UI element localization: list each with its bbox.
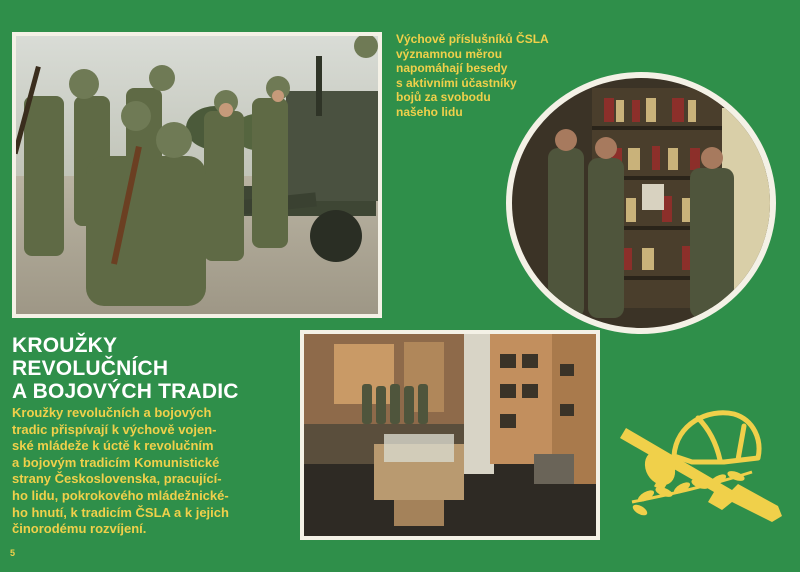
emblem-graphic bbox=[612, 398, 796, 530]
page-number: 5 bbox=[10, 548, 16, 558]
body-line: ho lidu, pokrokového mládežnické- bbox=[12, 487, 229, 503]
headline-line: A BOJOVÝCH TRADIC bbox=[12, 380, 239, 403]
caption-line: významnou měrou bbox=[396, 46, 503, 61]
photo-library-circle bbox=[512, 78, 770, 328]
body-line: Kroužky revolučních a bojových bbox=[12, 405, 212, 420]
caption-line: bojů za svobodu bbox=[396, 90, 491, 104]
photo-library-image bbox=[512, 78, 770, 328]
caption-line: našeho lidu bbox=[396, 104, 463, 119]
body-line: tradic přispívají k výchově vojen- bbox=[12, 421, 217, 437]
caption-line: Výchově příslušníků ČSLA bbox=[396, 32, 549, 46]
helmet-gun-emblem-icon bbox=[612, 398, 796, 530]
body-line: ho hnutí, k tradicím ČSLA a k jejich bbox=[12, 504, 229, 520]
caption-line: s aktivními účastníky bbox=[396, 75, 517, 90]
article-headline bbox=[12, 334, 302, 403]
body-line: činorodému rozvíjení. bbox=[12, 521, 147, 537]
article-body bbox=[12, 405, 302, 538]
photo-soldiers-artillery-image bbox=[16, 36, 378, 314]
photo-exhibition-image bbox=[304, 334, 596, 536]
headline-line: REVOLUČNÍCH bbox=[12, 357, 169, 380]
body-line: ské mládeže k úctě k revolučním bbox=[12, 438, 214, 454]
headline-line: KROUŽKY bbox=[12, 334, 118, 357]
photo-exhibition-room bbox=[304, 334, 596, 536]
photo-soldiers-artillery bbox=[16, 36, 378, 314]
caption-line: napomáhají besedy bbox=[396, 61, 508, 75]
body-line: strany Československa, pracující- bbox=[12, 471, 222, 487]
body-line: a bojovým tradicím Komunistické bbox=[12, 454, 220, 470]
